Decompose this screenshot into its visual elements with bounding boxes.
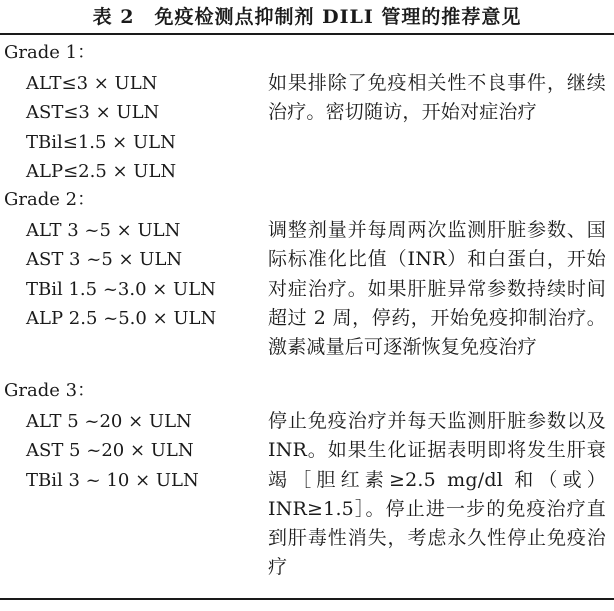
criterion-alt: ALT 5 ~20 × ULN <box>26 411 192 432</box>
grade-3-recommendation: 停止免疫治疗并每天监测肝脏参数以及 INR。如果生化证据表明即将发生肝衰竭［胆红素≥2.5 mg/dl 和（或）INR≥1.5］。停止进一步的免疫治疗直到肝毒性消失，考虑永久性停止免疫治疗 <box>268 410 606 579</box>
criterion-tbil: TBil 1.5 ~3.0 × ULN <box>26 278 216 300</box>
bottom-rule <box>0 598 614 600</box>
grade-1-recommendation: 如果排除了免疫相关性不良事件，继续治疗。密切随访，开始对症治疗 <box>268 72 606 124</box>
criterion-ast: AST 3 ~5 × ULN <box>26 249 183 271</box>
criterion-tbil: TBil≤1.5 × ULN <box>26 131 176 153</box>
grade-1-criteria <box>26 69 176 186</box>
criterion-ast: AST≤3 × ULN <box>26 102 160 124</box>
criterion-tbil: TBil 3 ~ 10 × ULN <box>26 469 199 491</box>
grade-2-criteria <box>26 216 216 333</box>
criterion-ast: AST 5 ~20 × ULN <box>26 440 194 462</box>
table-caption: 表 2 免疫检测点抑制剂 DILI 管理的推荐意见 <box>92 6 522 28</box>
grade-2-recommendation: 调整剂量并每周两次监测肝脏参数、国际标准化比值（INR）和白蛋白，开始对症治疗。如果肝脏异常参数持续时间超过 2 周，停药，开始免疫抑制治疗。激素减量后可逐渐恢复免疫治疗 <box>268 219 606 359</box>
criterion-alt: ALT 3 ~5 × ULN <box>26 220 181 241</box>
grade-2-label: Grade 2： <box>4 189 96 210</box>
criterion-alp: ALP 2.5 ~5.0 × ULN <box>26 307 217 329</box>
grade-1-label: Grade 1： <box>4 42 96 63</box>
grade-3-criteria <box>26 407 199 495</box>
top-rule <box>0 33 614 35</box>
criterion-alp: ALP≤2.5 × ULN <box>26 160 177 182</box>
grade-3-label: Grade 3： <box>4 380 96 401</box>
criterion-alt: ALT≤3 × ULN <box>26 73 158 94</box>
